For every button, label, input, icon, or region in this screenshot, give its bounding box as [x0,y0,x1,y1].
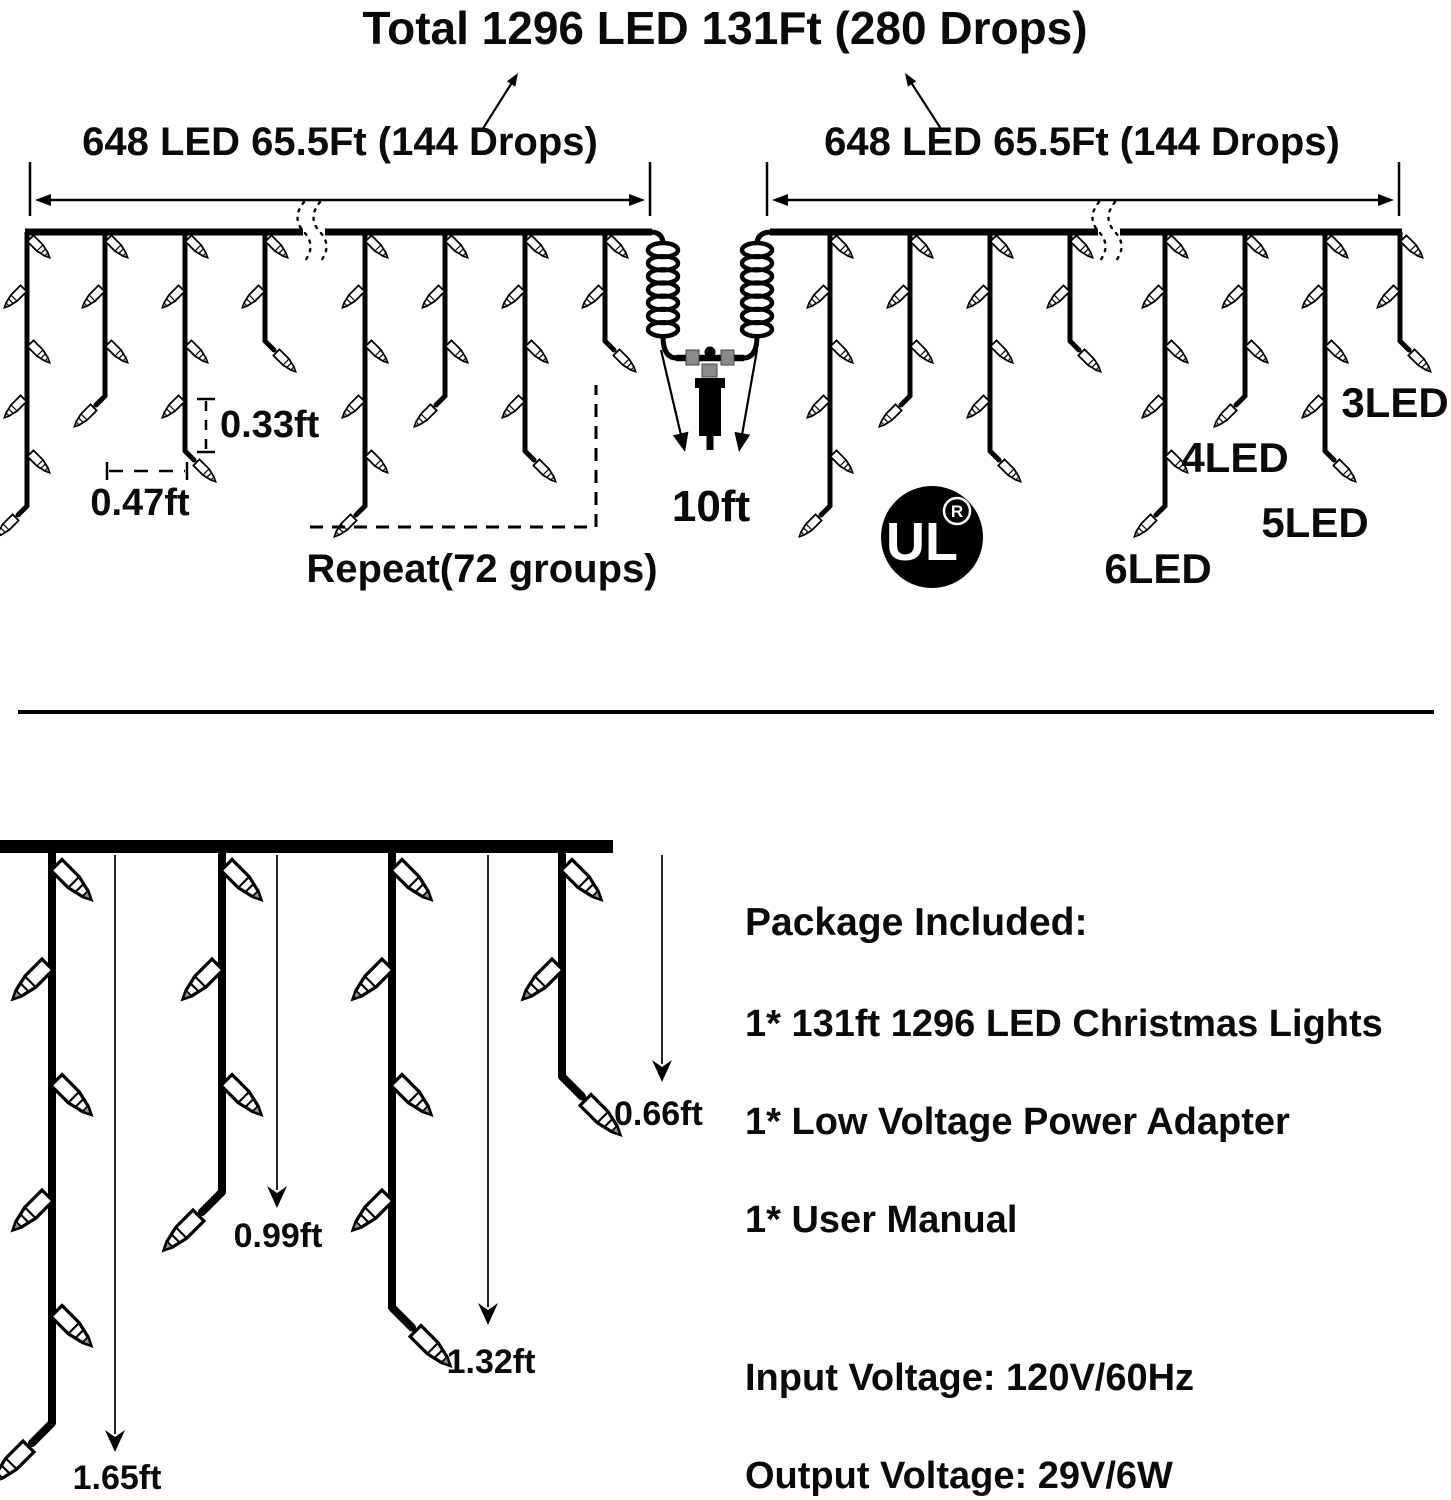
led-bulb-icon [518,959,563,1004]
input-voltage-spec: Input Voltage: 120V/60Hz [745,1357,1195,1399]
led-bulb-icon [884,285,909,310]
led-bulb-icon [411,404,436,429]
led-bulb-icon [876,404,901,429]
led-bulb-icon [910,340,935,365]
led-bulb-icon [1078,349,1103,374]
led-count-label-4: 4LED [1181,434,1289,481]
led-bulb-icon [159,395,184,420]
package-heading: Package Included: [745,901,1088,944]
led-bulb-icon [1400,235,1425,260]
led-bulb-icon [365,235,390,260]
led-bulb-icon [51,1306,96,1351]
led-bulb-icon [27,450,52,475]
ul-logo-text: UL [886,512,958,572]
icicle-drop-bend [1156,506,1165,515]
icicle-drop-bend [1236,396,1245,405]
led-bulb-icon [8,1190,53,1235]
icicle-drop-bend [356,506,365,515]
power-gap-arrow [731,432,750,453]
led-bulb-icon [391,860,436,905]
right-dimension-arrowhead-icon [772,194,788,206]
led-bulb-icon [525,340,550,365]
led-bulb-icon [445,340,470,365]
led-bulb-icon [613,349,638,374]
power-adapter-icon [707,436,714,450]
led-bulb-icon [185,340,210,365]
left-spare-coil-icon [648,322,678,336]
icicle-drop-bend [96,396,105,405]
left-dimension-arrowhead-icon [629,194,645,206]
right-coil-lead [743,336,757,358]
right-dimension-arrowhead-icon [1378,194,1394,206]
drop-length-label-099: 0.99ft [233,1217,323,1255]
led-bulb-icon [348,959,393,1004]
led-bulb-icon [178,959,223,1004]
led-bulb-icon [159,285,184,310]
package-item-adapter: 1* Low Voltage Power Adapter [745,1101,1290,1143]
icicle-drop-bend [990,451,999,460]
led-bulb-icon [391,1075,436,1120]
led-bulb-icon [499,285,524,310]
led-bulb-icon [51,860,96,905]
led-bulb-icon [1131,514,1156,539]
led-bulb-icon [998,459,1023,484]
power-adapter-icon [699,388,721,436]
led-bulb-icon [445,235,470,260]
led-bulb-icon [1325,235,1350,260]
power-gap-arrow [742,350,757,437]
led-gap-measurement: 0.33ft [220,404,320,446]
power-adapter-icon [695,378,725,388]
led-bulb-icon [561,860,606,905]
led-bulb-icon [1219,285,1244,310]
left-dimension-arrowhead-icon [35,194,51,206]
led-bulb-icon [499,395,524,420]
icicle-drop-bend [562,1077,582,1097]
icicle-drop-bend [185,451,194,460]
diagram-title: Total 1296 LED 131Ft (280 Drops) [362,2,1088,54]
icicle-drop-bend [525,451,534,460]
title-pointer-arrow [507,70,522,86]
led-bulb-icon [51,1075,96,1120]
icicle-drop-bend [392,1308,412,1328]
led-count-label-3: 3LED [1341,379,1449,426]
led-bulb-icon [339,395,364,420]
led-bulb-icon [525,235,550,260]
repeat-note: Repeat(72 groups) [306,547,658,591]
led-bulb-icon [185,235,210,260]
led-bulb-icon [1245,340,1270,365]
ul-certification-badge [881,486,983,588]
power-gap-arrow [673,432,693,454]
led-bulb-icon [1,285,26,310]
led-count-label-5: 5LED [1261,499,1369,546]
led-bulb-icon [348,1190,393,1235]
right-spare-coil-icon [742,322,772,336]
led-bulb-icon [265,235,290,260]
drop-length-label-132: 1.32ft [446,1343,536,1381]
power-gap-measurement: 10ft [671,482,751,531]
led-bulb-icon [0,514,19,539]
icicle-drop-bend [1070,341,1079,350]
led-bulb-icon [1408,349,1433,374]
led-bulb-icon [1,395,26,420]
wire-break-icon [1109,202,1122,262]
icicle-drop-bend [901,396,910,405]
right-section-label: 648 LED 65.5Ft (144 Drops) [824,120,1340,164]
led-bulb-icon [1325,340,1350,365]
wire-connector-icon [721,350,734,365]
icicle-drop-bend [1325,451,1334,460]
icicle-drop-bend [821,506,830,515]
led-bulb-icon [1165,340,1190,365]
led-bulb-icon [1374,285,1399,310]
led-bulb-icon [804,395,829,420]
icicle-drop-bend [605,341,614,350]
led-bulb-icon [0,1441,34,1486]
led-bulb-icon [1211,404,1236,429]
wire-break-icon [314,202,327,262]
led-bulb-icon [990,235,1015,260]
led-bulb-icon [339,285,364,310]
led-bulb-icon [1044,285,1069,310]
registered-mark-icon: R [950,502,964,521]
led-bulb-icon [533,459,558,484]
led-bulb-icon [159,1210,204,1255]
icicle-drop-bend [265,341,274,350]
wire-connector-icon [686,350,699,365]
led-bulb-icon [1139,395,1164,420]
led-count-label-6: 6LED [1104,545,1212,592]
led-bulb-icon [365,450,390,475]
drop-length-label-066: 0.66ft [614,1095,703,1133]
bottom-diagram [0,840,672,1486]
led-bulb-icon [27,340,52,365]
led-bulb-icon [105,235,130,260]
package-item-lights: 1* 131ft 1296 LED Christmas Lights [745,1003,1383,1045]
section-divider [18,710,1434,714]
left-coil-lead [663,336,677,358]
led-bulb-icon [1139,285,1164,310]
led-bulb-icon [830,340,855,365]
led-bulb-icon [579,285,604,310]
icicle-drop-bend [202,1192,222,1212]
connector-ring-icon [705,347,716,358]
led-bulb-icon [239,285,264,310]
led-bulb-icon [71,404,96,429]
adapter-plug-icon [702,364,717,377]
roof-wire-bar [0,840,613,853]
led-bulb-icon [804,285,829,310]
led-bulb-icon [27,235,52,260]
icicle-drop-bend [32,1423,52,1443]
led-bulb-icon [910,235,935,260]
icicle-drop-bend [18,506,27,515]
led-bulb-icon [1165,235,1190,260]
led-bulb-icon [605,235,630,260]
led-bulb-icon [796,514,821,539]
left-section-label: 648 LED 65.5Ft (144 Drops) [82,120,598,164]
power-gap-arrow [661,350,682,437]
led-bulb-icon [964,395,989,420]
led-bulb-icon [273,349,298,374]
icicle-drop-bend [436,396,445,405]
led-bulb-icon [964,285,989,310]
icicle-drop-bend [1400,341,1409,350]
led-bulb-icon [1299,395,1324,420]
led-bulb-icon [419,285,444,310]
led-bulb-icon [1333,459,1358,484]
package-item-manual: 1* User Manual [745,1199,1018,1241]
drop-length-label-165: 1.65ft [72,1459,162,1497]
led-bulb-icon [79,285,104,310]
led-bulb-icon [193,459,218,484]
led-bulb-icon [830,450,855,475]
led-bulb-icon [221,860,266,905]
title-pointer-arrow [901,70,916,86]
led-bulb-icon [8,959,53,1004]
led-bulb-icon [365,340,390,365]
led-bulb-icon [990,340,1015,365]
led-bulb-icon [221,1075,266,1120]
led-bulb-icon [105,340,130,365]
led-bulb-icon [830,235,855,260]
led-bulb-icon [1299,285,1324,310]
drop-gap-measurement: 0.47ft [90,482,190,524]
led-bulb-icon [1245,235,1270,260]
led-bulb-icon [1070,235,1095,260]
output-voltage-spec: Output Voltage: 29V/6W [745,1455,1173,1497]
